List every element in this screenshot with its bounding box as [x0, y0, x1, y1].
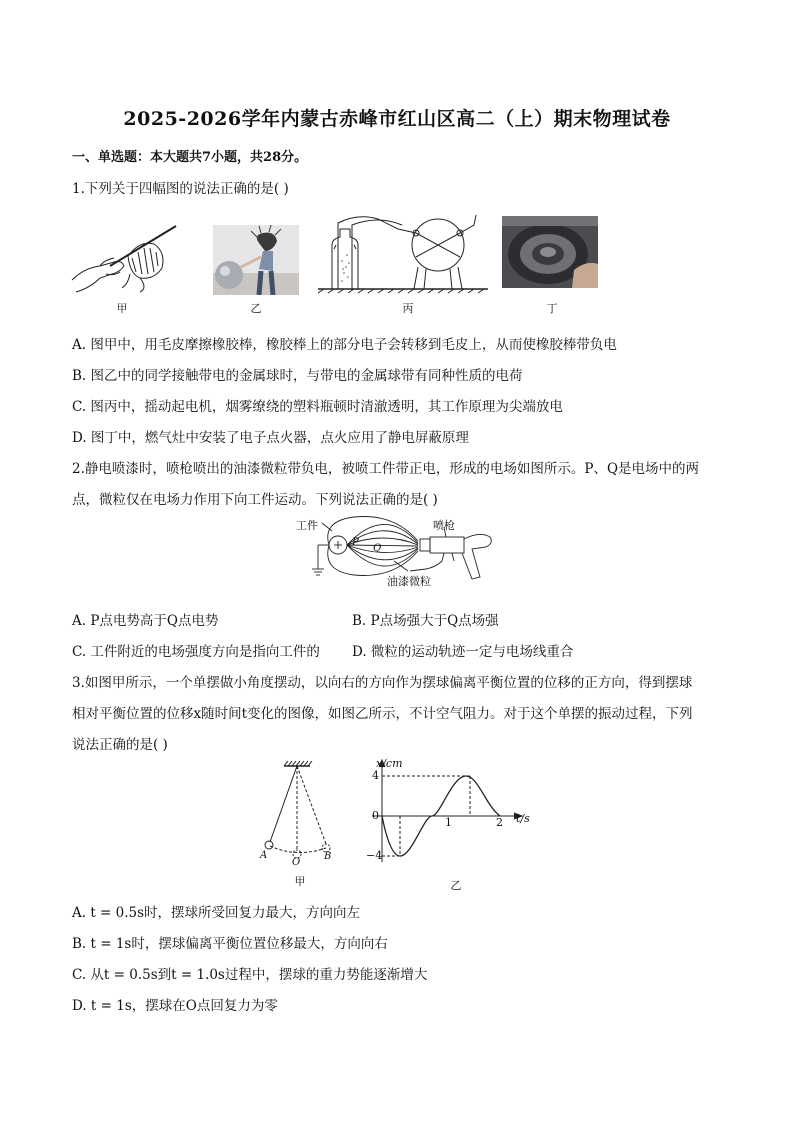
- q1-figure-jia: [70, 222, 180, 294]
- q2-label-particles: 油漆微粒: [387, 575, 431, 588]
- section-heading: 一、单选题：本大题共7小题，共28分。: [72, 150, 308, 165]
- q3-graph-xlabel: t/s: [516, 812, 530, 825]
- q2-option-a: A. P点电势高于Q点电势: [72, 613, 219, 629]
- q3-caption-jia: 甲: [294, 875, 306, 888]
- q1-caption-bing: 丙: [402, 302, 414, 315]
- q1-caption-ding: 丁: [546, 302, 558, 315]
- q3-caption-yi: 乙: [450, 879, 462, 892]
- q1-figure-ding: [502, 216, 598, 288]
- q2-option-b: B. P点场强大于Q点场强: [352, 613, 499, 629]
- q3-pendulum-label-b: B: [324, 851, 332, 862]
- q3-option-a: A. t = 0.5s时，摆球所受回复力最大，方向向左: [72, 905, 361, 921]
- q3-option-c: C. 从t = 0.5s到t = 1.0s过程中，摆球的重力势能逐渐增大: [72, 967, 428, 983]
- q3-pendulum-label-o: O: [292, 857, 301, 868]
- q3-stem-line3: 说法正确的是( ): [72, 737, 168, 753]
- q3-stem-line2: 相对平衡位置的位移x随时间t变化的图像，如图乙所示，不计空气阻力。对于这个单摆的振动过程，下列: [72, 706, 693, 722]
- q2-label-gun: 喷枪: [433, 519, 455, 532]
- q3-option-b: B. t = 1s时，摆球偏离平衡位置位移最大，方向向右: [72, 936, 388, 952]
- q2-option-d: D. 微粒的运动轨迹一定与电场线重合: [352, 644, 574, 660]
- q2-label-p: P: [352, 537, 359, 548]
- q3-figure-xt-graph: [362, 756, 542, 868]
- q1-caption-jia: 甲: [116, 302, 128, 315]
- q1-caption-yi: 乙: [250, 302, 262, 315]
- q2-option-c: C. 工件附近的电场强度方向是指向工件的: [72, 644, 320, 660]
- q3-graph-ybottom: −4: [366, 849, 383, 862]
- q1-option-d: D. 图丁中，燃气灶中安装了电子点火器，点火应用了静电屏蔽原理: [72, 430, 469, 446]
- q2-label-q: Q: [373, 543, 382, 554]
- q3-stem-line1: 3.如图甲所示，一个单摆做小角度摆动，以向右的方向作为摆球偏离平衡位置的位移的正方向，得到摆球: [72, 675, 693, 691]
- q2-label-workpiece: 工件: [296, 519, 318, 532]
- q3-option-d: D. t = 1s，摆球在O点回复力为零: [72, 998, 278, 1014]
- q2-stem-line1: 2.静电喷漆时，喷枪喷出的油漆微粒带负电，被喷工件带正电，形成的电场如图所示。P、Q是电场中的两: [72, 461, 700, 477]
- q1-option-c: C. 图丙中，摇动起电机，烟雾缭绕的塑料瓶顿时清澈透明，其工作原理为尖端放电: [72, 399, 563, 415]
- q1-figure-yi: [213, 225, 299, 295]
- q2-stem-line2: 点，微粒仅在电场力作用下向工件运动。下列说法正确的是( ): [72, 492, 438, 508]
- q1-stem: 1.下列关于四幅图的说法正确的是( ): [72, 181, 289, 197]
- q3-graph-t2: 2: [496, 816, 503, 829]
- q3-graph-ytop: 4: [372, 769, 379, 782]
- q1-option-a: A. 图甲中，用毛皮摩擦橡胶棒，橡胶棒上的部分电子会转移到毛皮上，从而使橡胶棒带负电: [72, 337, 617, 353]
- q3-graph-ylabel: x/cm: [376, 757, 403, 770]
- page-title: 2025-2026学年内蒙古赤峰市红山区高二（上）期末物理试卷: [123, 108, 671, 130]
- q1-figure-bing: [318, 205, 488, 295]
- q3-graph-t1: 1: [445, 816, 452, 829]
- q3-pendulum-label-a: A: [260, 850, 268, 861]
- q1-option-b: B. 图乙中的同学接触带电的金属球时，与带电的金属球带有同种性质的电荷: [72, 368, 523, 384]
- q3-graph-origin: 0: [372, 809, 379, 822]
